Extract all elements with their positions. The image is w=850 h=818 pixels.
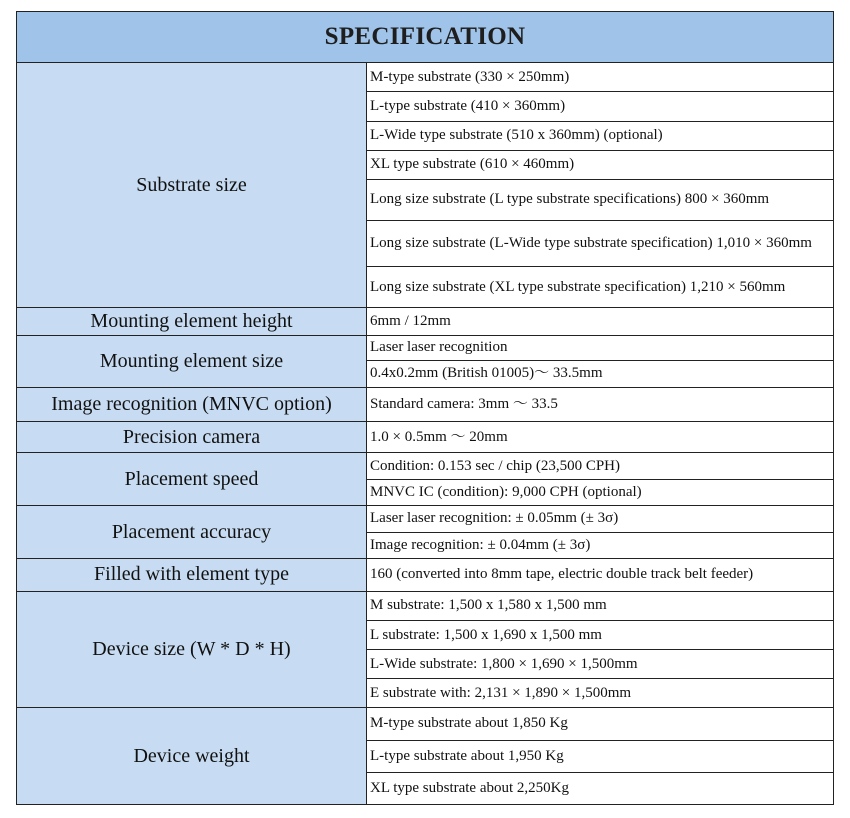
specification-table — [16, 11, 834, 805]
spec-value: XL type substrate about 2,250Kg — [367, 772, 834, 804]
row-label-mounting-element-size: Mounting element size — [17, 335, 367, 387]
spec-value: Long size substrate (L type substrate specifications) 800 × 360mm — [367, 179, 834, 220]
spec-value: L substrate: 1,500 x 1,690 x 1,500 mm — [367, 620, 834, 649]
spec-value: L-type substrate (410 × 360mm) — [367, 92, 834, 121]
row-label-mounting-element-height: Mounting element height — [17, 308, 367, 335]
spec-value: XL type substrate (610 × 460mm) — [367, 150, 834, 179]
spec-value: M-type substrate about 1,850 Kg — [367, 708, 834, 740]
spec-value: MNVC IC (condition): 9,000 CPH (optional) — [367, 480, 834, 506]
spec-value: Long size substrate (XL type substrate specification) 1,210 × 560mm — [367, 267, 834, 308]
row-label-filled-element-type: Filled with element type — [17, 558, 367, 591]
row-label-device-size: Device size (W * D * H) — [17, 591, 367, 708]
row-label-precision-camera: Precision camera — [17, 421, 367, 452]
spec-value: Laser laser recognition — [367, 335, 834, 360]
spec-value: 160 (converted into 8mm tape, electric double track belt feeder) — [367, 558, 834, 591]
spec-value: L-Wide type substrate (510 x 360mm) (optional) — [367, 121, 834, 150]
spec-value: E substrate with: 2,131 × 1,890 × 1,500mm — [367, 679, 834, 708]
spec-value: Condition: 0.153 sec / chip (23,500 CPH) — [367, 453, 834, 480]
row-label-substrate-size: Substrate size — [17, 63, 367, 308]
spec-value: Image recognition: ± 0.04mm (± 3σ) — [367, 532, 834, 558]
spec-value: 0.4x0.2mm (British 01005)～ 33.5mm — [367, 360, 834, 387]
row-label-placement-speed: Placement speed — [17, 453, 367, 506]
spec-value: M-type substrate (330 × 250mm) — [367, 63, 834, 92]
spec-value: Standard camera: 3mm ～ 33.5 — [367, 387, 834, 421]
table-title: SPECIFICATION — [17, 12, 834, 63]
spec-value: 6mm / 12mm — [367, 308, 834, 335]
spec-value: L-Wide substrate: 1,800 × 1,690 × 1,500mm — [367, 650, 834, 679]
row-label-image-recognition: Image recognition (MNVC option) — [17, 387, 367, 421]
spec-value: Long size substrate (L-Wide type substrate specification) 1,010 × 360mm — [367, 221, 834, 267]
row-label-placement-accuracy: Placement accuracy — [17, 506, 367, 558]
spec-value: Laser laser recognition: ± 0.05mm (± 3σ) — [367, 506, 834, 532]
row-label-device-weight: Device weight — [17, 708, 367, 805]
spec-value: L-type substrate about 1,950 Kg — [367, 740, 834, 772]
spec-value: M substrate: 1,500 x 1,580 x 1,500 mm — [367, 591, 834, 620]
spec-value: 1.0 × 0.5mm ～ 20mm — [367, 421, 834, 452]
